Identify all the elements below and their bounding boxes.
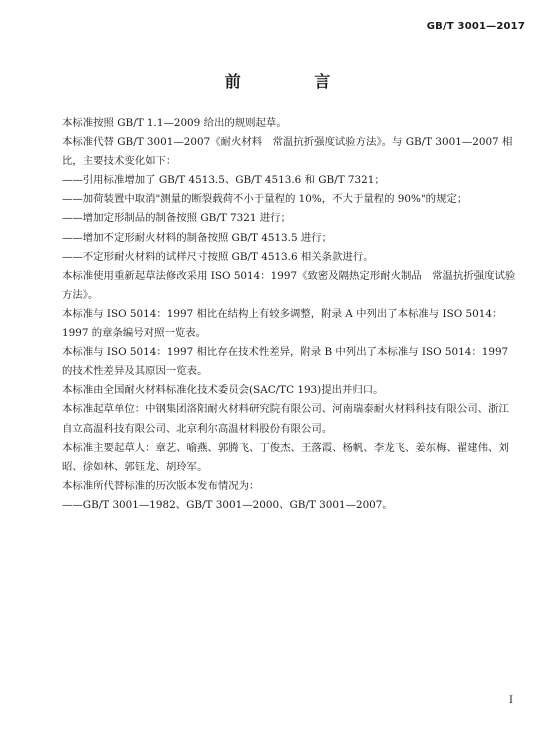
paragraph: 本标准使用重新起草法修改采用 ISO 5014：1997《致密及隔热定形耐火制品 常温抗折强度试验方法》。 bbox=[62, 269, 516, 301]
paragraph: 本标准按照 GB/T 1.1—2009 给出的规则起草。 bbox=[62, 117, 287, 129]
paragraph: 本标准由全国耐火材料标准化技术委员会(SAC/TC 193)提出并归口。 bbox=[62, 384, 384, 397]
change-item: ——引用标准增加了 GB/T 4513.5、GB/T 4513.6 和 GB/T 7321； bbox=[62, 174, 385, 187]
paragraph: 本标准主要起草人：章艺、喻燕、郭腾飞、丁俊杰、王落霞、杨帆、李龙飞、姜东梅、翟建伟、刘昭、徐如林、郭钰龙、胡玲军。 bbox=[62, 441, 509, 473]
paragraph: 本标准代替 GB/T 3001—2007《耐火材料 常温抗折强度试验方法》。与 GB/T 3001—2007 相比，主要技术变化如下： bbox=[62, 136, 513, 168]
paragraph: 本标准起草单位：中钢集团洛阳耐火材料研究院有限公司、河南瑞泰耐火材料科技有限公司、浙江自立高温科技有限公司、北京利尔高温材料股份有限公司。 bbox=[62, 403, 509, 435]
change-item: ——加荷装置中取消"测量的断裂载荷不小于量程的 10%，不大于量程的 90%"的规定； bbox=[62, 193, 468, 206]
paragraph: 本标准所代替标准的历次版本发布情况为： bbox=[62, 479, 260, 492]
change-item: ——不定形耐火材料的试样尺寸按照 GB/T 4513.6 相关条款进行。 bbox=[62, 250, 374, 263]
foreword-body bbox=[62, 114, 516, 515]
standard-code-header: GB/T 3001—2017 bbox=[426, 21, 525, 32]
change-item: ——增加不定形耐火材料的制备按照 GB/T 4513.5 进行； bbox=[62, 231, 333, 244]
page-title: 前 言 bbox=[224, 72, 365, 91]
paragraph: ——GB/T 3001—1982、GB/T 3001—2000、GB/T 3001—2007。 bbox=[62, 498, 393, 511]
page-number: I bbox=[509, 695, 513, 706]
paragraph: 本标准与 ISO 5014：1997 相比在结构上有较多调整，附录 A 中列出了本标准与 ISO 5014：1997 的章条编号对照一览表。 bbox=[62, 307, 503, 340]
paragraph: 本标准与 ISO 5014：1997 相比存在技术性差异，附录 B 中列出了本标准与 ISO 5014：1997 的技术性差异及其原因一览表。 bbox=[62, 346, 509, 378]
change-item: ——增加定形制品的制备按照 GB/T 7321 进行； bbox=[62, 212, 291, 225]
